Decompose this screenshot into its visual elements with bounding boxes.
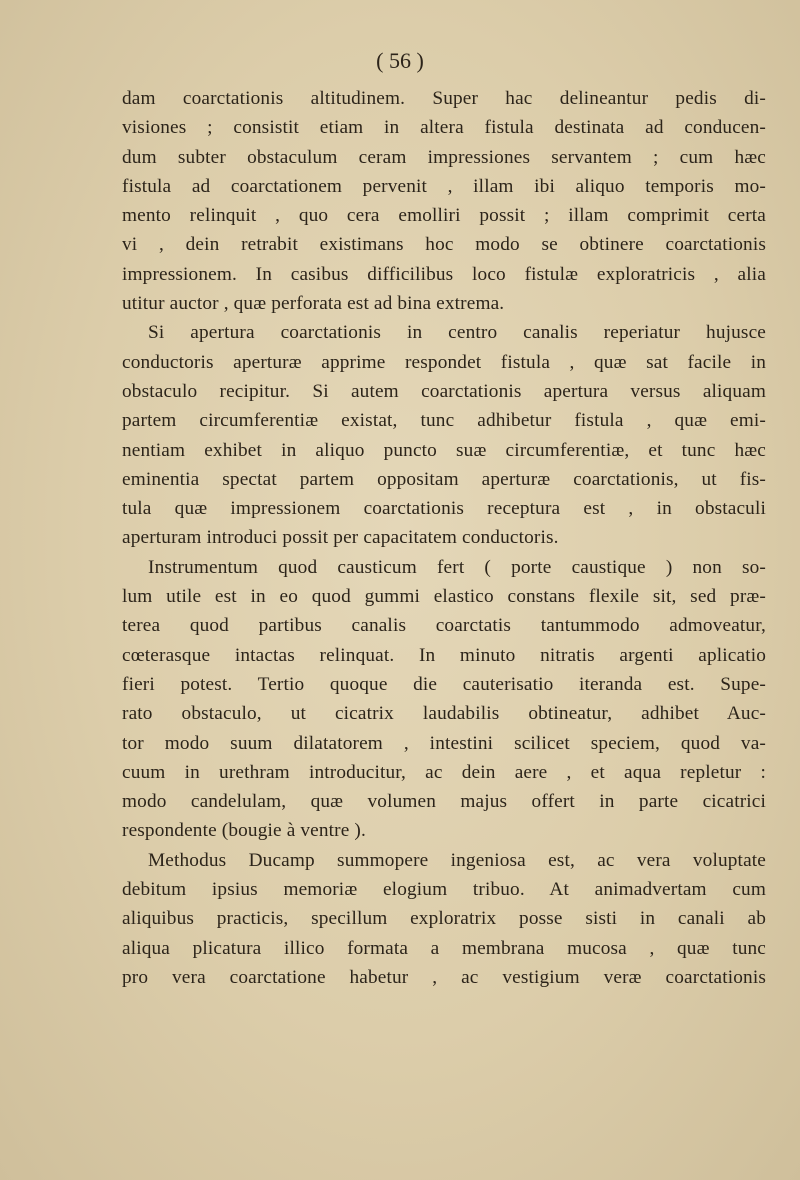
text-line: impressionem. In casibus difficilibus loco fistulæ exploratricis , alia [122,263,766,285]
text-line: vi , dein retrabit existimans hoc modo se obtinere coarctationis [122,234,766,256]
text-line: lum utile est in eo quod gummi elastico constans flexile sit, sed præ- [122,586,766,608]
text-line: debitum ipsius memoriæ elogium tribuo. At animadvertam cum [122,879,766,901]
text-line: tula quæ impressionem coarctationis receptura est , in obstaculi [122,498,766,520]
text-line: cuum in urethram introducitur, ac dein aere , et aqua repletur : [122,761,766,783]
text-line: rato obstaculo, ut cicatrix laudabilis obtineatur, adhibet Auc- [122,703,766,725]
text-line: cœterasque intactas relinquat. In minuto nitratis argenti aplicatio [122,644,766,666]
page-number: ( 56 ) [376,48,424,73]
text-line: Instrumentum quod causticum fert ( porte caustique ) non so- [148,556,766,578]
text-line: nentiam exhibet in aliquo puncto suæ circumferentiæ, et tunc hæc [122,439,766,461]
text-line: dam coarctationis altitudinem. Super hac delineantur pedis di- [122,88,766,109]
page-text-body [122,84,766,992]
text-line: pro vera coarctatione habetur , ac vestigium veræ coarctationis [122,966,766,988]
text-line: eminentia spectat partem oppositam aperturæ coarctationis, ut fis- [122,468,766,490]
text-line: fistula ad coarctationem pervenit , illam ibi aliquo temporis mo- [122,175,766,197]
text-line: visiones ; consistit etiam in altera fistula destinata ad conducen- [122,117,766,139]
text-line: aliqua plicatura illico formata a membrana mucosa , quæ tunc [122,937,766,959]
text-line: partem circumferentiæ existat, tunc adhibetur fistula , quæ emi- [122,410,766,432]
text-line: utitur auctor , quæ perforata est ad bina extrema. [122,293,505,315]
text-line: obstaculo recipitur. Si autem coarctationis apertura versus aliquam [122,380,766,402]
text-line: mento relinquit , quo cera emolliri possit ; illam comprimit certa [122,205,766,227]
text-line: aliquibus practicis, specillum exploratrix posse sisti in canali ab [122,908,766,930]
text-line: dum subter obstaculum ceram impressiones servantem ; cum hæc [122,146,766,168]
text-line: terea quod partibus canalis coarctatis tantummodo admoveatur, [122,615,766,637]
text-line: modo candelulam, quæ volumen majus offert in parte cicatrici [122,791,766,813]
text-line: aperturam introduci possit per capacitatem conductoris. [122,527,559,549]
text-line: conductoris aperturæ apprime respondet fistula , quæ sat facile in [122,351,766,373]
text-line: fieri potest. Tertio quoque die cauterisatio iteranda est. Supe- [122,673,766,695]
text-line: Si apertura coarctationis in centro canalis reperiatur hujusce [148,322,766,344]
text-line: respondente (bougie à ventre ). [122,820,366,842]
text-line: tor modo suum dilatatorem , intestini scilicet speciem, quod va- [122,732,766,754]
text-line: Methodus Ducamp summopere ingeniosa est, ac vera voluptate [148,849,766,871]
